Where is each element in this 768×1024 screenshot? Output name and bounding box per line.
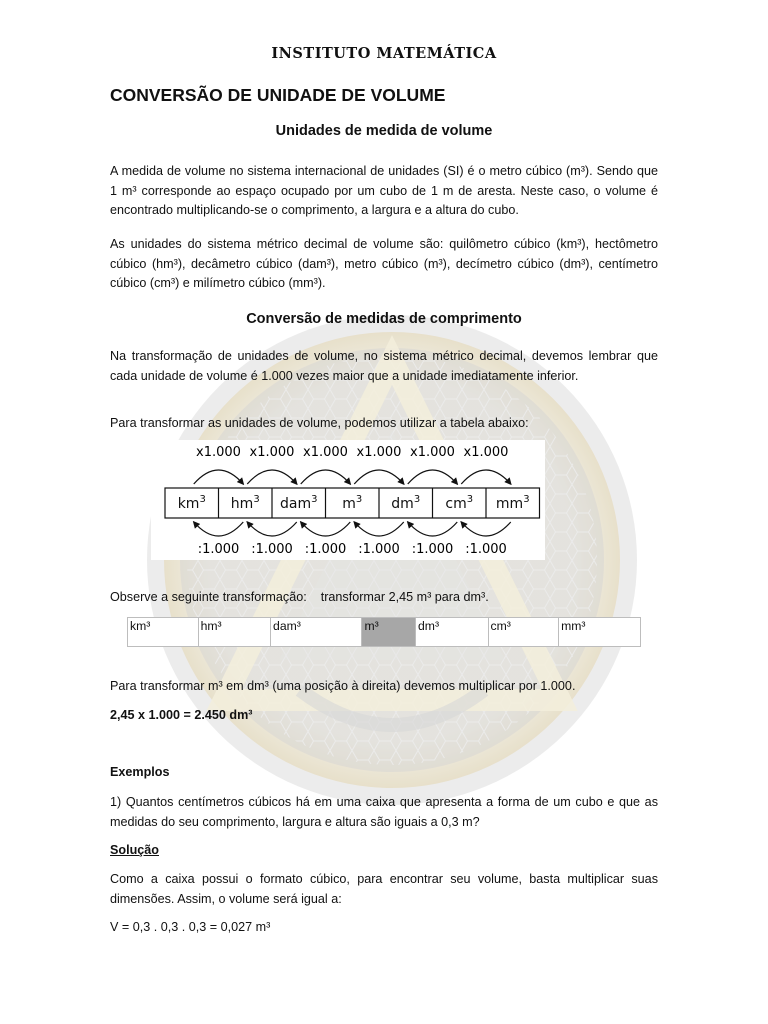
paragraph-conversion-rule: Na transformação de unidades de volume, no sistema métrico decimal, devemos lembrar que cada unidade de volume é 1.000 vezes maior que a unidade imediatamente inferior.: [110, 349, 658, 383]
diagram-unit-cm: $cm^3$: [445, 494, 474, 512]
section-heading-conversion: Conversão de medidas de comprimento: [246, 311, 522, 327]
divide-label: :1.000: [197, 542, 240, 557]
conversion-diagram: [151, 440, 545, 560]
diagram-unit-dm: $dm^3$: [391, 494, 421, 512]
unit-table-cell: m³: [362, 618, 416, 647]
multiply-label: x1.000: [303, 445, 348, 460]
paragraph-si-unit: A medida de volume no sistema internacional de unidades (SI) é o metro cúbico (m³). Sendo que 1 m³ corresponde ao espaço ocupado por um cubo de 1 m de aresta. Neste caso, o volume é encontrado multiplicando-se o comprimento, a largura e a altura do cubo.: [110, 164, 658, 217]
page-title: CONVERSÃO DE UNIDADE DE VOLUME: [110, 85, 446, 105]
unit-table-cell: hm³: [198, 618, 270, 647]
unit-table-cell: cm³: [488, 618, 559, 647]
divide-label: :1.000: [304, 542, 347, 557]
paragraph-table-intro: Para transformar as unidades de volume, podemos utilizar a tabela abaixo:: [110, 416, 529, 430]
diagram-unit-m: $m^3$: [342, 494, 363, 512]
institute-header: INSTITUTO MATEMÁTICA: [271, 45, 497, 62]
multiply-label: x1.000: [249, 445, 295, 460]
volume-formula: V = 0,3 . 0,3 . 0,3 = 0,027 m³: [110, 920, 271, 934]
unit-position-table: [127, 617, 641, 647]
unit-table-cell: km³: [128, 618, 199, 647]
example-task: transformar 2,45 m³ para dm³.: [320, 590, 489, 604]
section-heading-volume-units: Unidades de medida de volume: [275, 123, 493, 139]
example-question-1: 1) Quantos centímetros cúbicos há em uma caixa que apresenta a forma de um cubo e que as medidas do seu comprimento, largura e altura são iguais a 0,3 m?: [110, 795, 658, 829]
example-transformation-line: [110, 588, 658, 608]
paragraph-explanation: Para transformar m³ em dm³ (uma posição à direita) devemos multiplicar por 1.000.: [110, 679, 576, 693]
examples-heading: Exemplos: [110, 765, 170, 779]
multiply-label: x1.000: [410, 445, 455, 460]
unit-table-cell: mm³: [559, 618, 641, 647]
divide-label: :1.000: [251, 542, 293, 557]
multiply-label: x1.000: [463, 445, 509, 460]
solution-label: Solução: [110, 843, 159, 857]
example-label: Observe a seguinte transformação:: [110, 590, 307, 604]
diagram-unit-dam: dam$^3$: [280, 494, 318, 512]
multiply-label: x1.000: [196, 445, 241, 460]
calculation-result: 2,45 x 1.000 = 2.450 dm³: [110, 708, 253, 722]
diagram-unit-mm: $mm^3$: [495, 494, 530, 512]
unit-table-row: [128, 618, 641, 647]
diagram-unit-hm: $hm^3$: [230, 494, 260, 512]
unit-table-cell: dam³: [271, 618, 362, 647]
divide-label: :1.000: [358, 542, 400, 557]
unit-table-cell: dm³: [416, 618, 488, 647]
divide-label: :1.000: [465, 542, 507, 557]
divide-label: :1.000: [411, 542, 454, 557]
solution-text: Como a caixa possui o formato cúbico, para encontrar seu volume, basta multiplicar suas dimensões. Assim, o volume será igual a:: [110, 872, 658, 906]
diagram-unit-km: $km^3$: [177, 494, 206, 512]
paragraph-unit-list: As unidades do sistema métrico decimal de volume são: quilômetro cúbico (km³), hectômetro cúbico (hm³), decâmetro cúbico (dam³), metro cúbico (m³), decímetro cúbico (dm³), centímetro cúbico (cm³) e milímetro cúbico (mm³).: [110, 237, 658, 290]
multiply-label: x1.000: [356, 445, 402, 460]
